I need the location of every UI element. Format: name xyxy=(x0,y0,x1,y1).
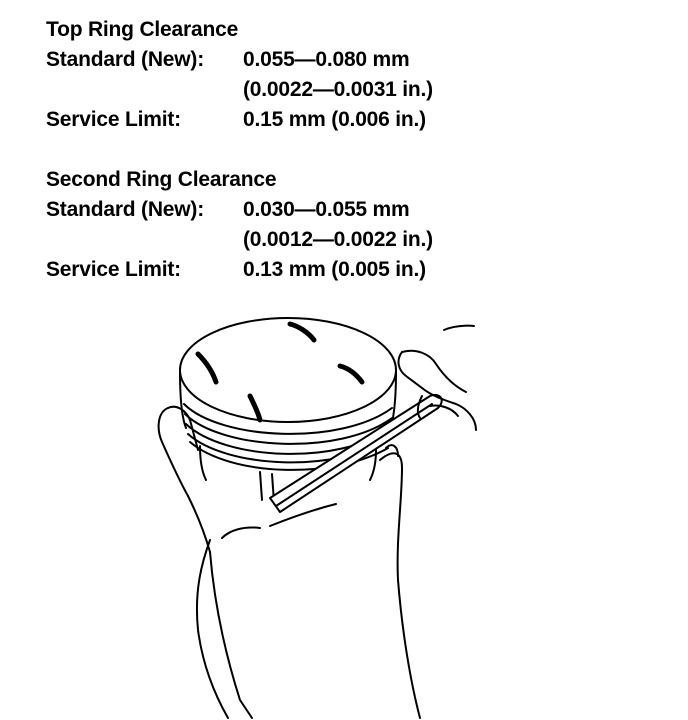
piston-feeler-gauge-illustration xyxy=(140,300,540,720)
top-ring-limit-value: 0.15 mm (0.006 in.) xyxy=(243,108,426,131)
top-ring-standard-in: (0.0022—0.0031 in.) xyxy=(243,78,433,101)
top-ring-heading: Top Ring Clearance xyxy=(46,18,239,41)
top-ring-standard-label: Standard (New): xyxy=(46,48,205,71)
second-ring-heading: Second Ring Clearance xyxy=(46,168,277,191)
top-ring-limit-label: Service Limit: xyxy=(46,108,181,131)
second-ring-limit-label: Service Limit: xyxy=(46,258,181,281)
piston-icon xyxy=(180,318,396,502)
second-ring-limit-value: 0.13 mm (0.005 in.) xyxy=(243,258,426,281)
second-ring-standard-mm: 0.030—0.055 mm xyxy=(243,198,410,221)
top-ring-standard-mm: 0.055—0.080 mm xyxy=(243,48,410,71)
second-ring-standard-label: Standard (New): xyxy=(46,198,205,221)
second-ring-standard-in: (0.0012—0.0022 in.) xyxy=(243,228,433,251)
